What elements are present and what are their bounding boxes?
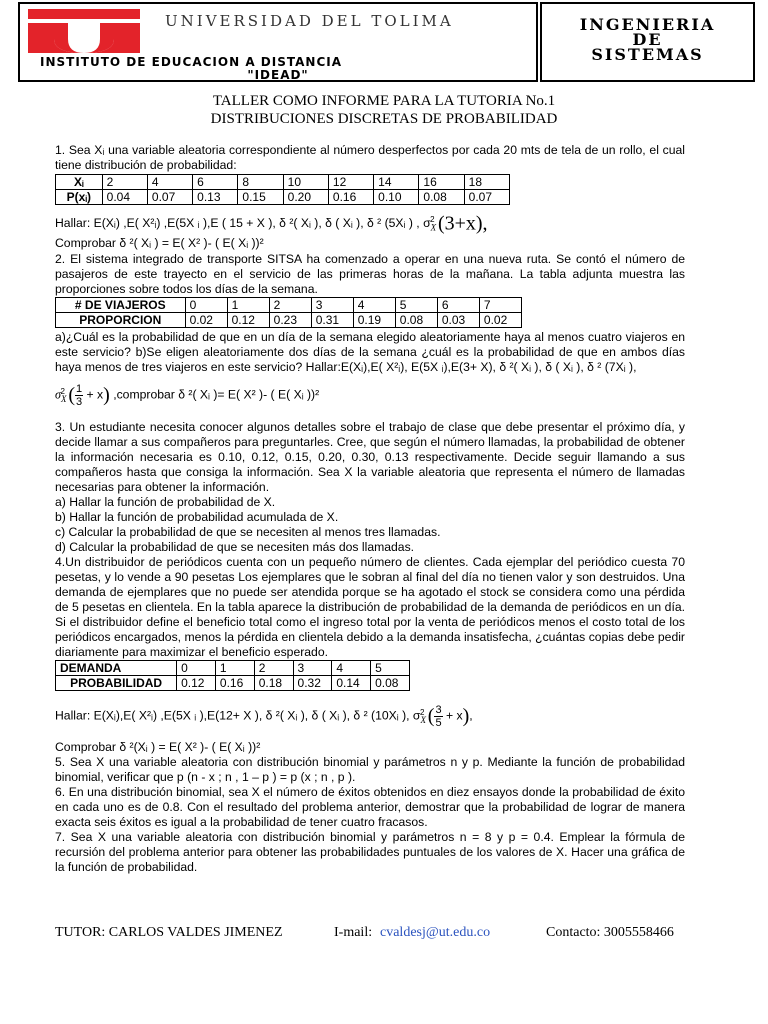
fraction: $\frac{3}{5}$	[435, 704, 442, 729]
table-cell: 0.02	[185, 313, 227, 328]
table-cell: 5	[395, 298, 437, 313]
table-cell: 6	[437, 298, 479, 313]
table-header: PROPORCION	[56, 313, 186, 328]
contact-info: Contacto: 3005558466	[546, 925, 674, 940]
program-line: SISTEMAS	[591, 45, 704, 64]
table-cell: 0.08	[371, 676, 410, 691]
distribution-table-2	[55, 297, 522, 328]
table-cell: 0.16	[215, 676, 254, 691]
table-row	[56, 313, 522, 328]
table-row	[56, 190, 510, 205]
table-row	[56, 175, 510, 190]
table-cell: 0.04	[102, 190, 147, 205]
table-cell: 7	[479, 298, 521, 313]
table-cell: 0.12	[177, 676, 216, 691]
distribution-table-3	[55, 660, 410, 691]
table-row	[56, 298, 522, 313]
table-cell: 4	[353, 298, 395, 313]
problem-7-text: 7. Sea X una variable aleatoria con distribución binomial y parámetros n = 8 y p = 0.4. Emplear la fórmula de recursión del problema anterior para obtener las probabilidades puntuales de los valores de X. Hacer una gráfica de la función de probabilidad.	[55, 830, 685, 874]
email-link[interactable]: cvaldesj@ut.edu.co	[380, 925, 491, 940]
table-cell: 0.08	[395, 313, 437, 328]
table-cell: 0	[177, 661, 216, 676]
table-cell: 14	[374, 175, 419, 190]
table-cell: 3	[293, 661, 332, 676]
table-cell: 3	[311, 298, 353, 313]
institution-header	[18, 2, 538, 82]
comprobar-text: ,comprobar δ ²( Xᵢ )= E( X² )- ( E( Xᵢ ))²	[113, 387, 320, 402]
table-cell: 0.20	[283, 190, 328, 205]
table-cell: 0	[185, 298, 227, 313]
table-row	[56, 676, 410, 691]
problem-2-questions: a)¿Cuál es la probabilidad de que en un día de la semana elegido aleatoriamente haya al menos cuatro viajeros en este servicio? b)Se eligen aleatoriamente dos días de la semana ¿cuál es la probabilidad de que en ambos días haya menos de tres viajeros en este servicio? Hallar:E(Xᵢ),E( X²ᵢ), E(5X ᵢ),E(3+ X), δ ²( Xᵢ ), δ ( Xᵢ ), δ ² (7Xᵢ ),	[55, 330, 685, 374]
table-cell: 1	[215, 661, 254, 676]
problem-1-hallar: Hallar: E(Xᵢ) ,E( X²ᵢ) ,E(5X ᵢ ),E ( 15 + X ), δ ²( Xᵢ ), δ ( Xᵢ ), δ ² (5Xᵢ ) , $\sigma_X^2$ (3+x),	[55, 212, 488, 235]
table-cell: 0.14	[332, 676, 371, 691]
table-cell: 12	[328, 175, 373, 190]
problem-4-text: 4.Un distribuidor de periódicos cuenta con un pequeño número de clientes. Cada ejemplar del periódico cuesta 70 pesetas, y lo vende a 90 pesetas Los ejemplares que le sobran al final del día no tienen valor y son destruidos. Una demanda de ejemplares que no puede ser atendida porque se ha agotado el stock se considera como una pérdida de 5 pesetas en clientela. En la tabla aparece la distribución de probabilidad de la demanda de periódicos en un día. Si el distribuidor define el beneficio total como el ingreso total por la venta de periódicos menos el costo total de los periódicos encargados, menos la pérdida en clientela debido a la demanda insatisfecha, ¿cuántas copias debe pedir diariamente para maximizar el beneficio esperado.	[55, 555, 685, 659]
table-cell: 0.15	[238, 190, 283, 205]
table-cell: 16	[419, 175, 464, 190]
table-cell: 2	[269, 298, 311, 313]
table-cell: 18	[464, 175, 509, 190]
table-cell: 0.31	[311, 313, 353, 328]
tutor-name: TUTOR: CARLOS VALDES JIMENEZ	[55, 925, 283, 940]
table-cell: 0.18	[254, 676, 293, 691]
table-header: Xᵢ	[56, 175, 103, 190]
problem-3-a: a) Hallar la función de probabilidad de X.	[55, 495, 276, 509]
table-cell: 5	[371, 661, 410, 676]
problem-3-b: b) Hallar la función de probabilidad acumulada de X.	[55, 510, 339, 524]
problem-3-c: c) Calcular la probabilidad de que se necesiten al menos tres llamadas.	[55, 525, 441, 539]
table-header: P(xᵢ)	[56, 190, 103, 205]
problem-1-text: 1. Sea Xᵢ una variable aleatoria correspondiente al número desperfectos por cada 20 mts de tela de un rollo, el cual tiene distribución de probabilidad:	[55, 143, 685, 172]
table-cell: 0.19	[353, 313, 395, 328]
institute-name: INSTITUTO DE EDUCACION A DISTANCIA	[40, 55, 342, 69]
table-cell: 0.16	[328, 190, 373, 205]
problem-3-text: 3. Un estudiante necesita conocer algunos detalles sobre el trabajo de clase que debe presentar el próximo día, y decide llamar a sus compañeros para preguntarles. Cree, que según el número llamadas, la probabilidad de obtener la información necesaria es 0.10, 0.12, 0.15, 0.20, 0.30, 0.13 respectivamente. Decide seguir llamando a sus compañeros hasta que consiga la información. Sea X la variable aleatoria que representa el número de llamadas necesarias para obtener la información.	[55, 420, 685, 494]
program-line: DE	[632, 30, 663, 49]
table-header: DEMANDA	[56, 661, 177, 676]
table-header: # DE VIAJEROS	[56, 298, 186, 313]
table-cell: 1	[227, 298, 269, 313]
table-cell: 0.10	[374, 190, 419, 205]
program-line: INGENIERIA	[579, 15, 716, 34]
program-box	[540, 2, 755, 82]
institute-acronym: "IDEAD"	[247, 68, 309, 82]
hallar-text: Hallar: E(Xᵢ),E( X²ᵢ) ,E(5X ᵢ ),E(12+ X ), δ ²( Xᵢ ), δ ( Xᵢ ), δ ² (10Xᵢ ), σ	[55, 708, 421, 723]
table-cell: 0.03	[437, 313, 479, 328]
fraction: $\frac{1}{3}$	[76, 383, 83, 408]
problem-4-hallar: Hallar: E(Xᵢ),E( X²ᵢ) ,E(5X ᵢ ),E(12+ X ), δ ²( Xᵢ ), δ ( Xᵢ ), δ ² (10Xᵢ ), $\sigma_X^2$ ( $\frac{3}{5}$ + x),	[55, 704, 473, 729]
table-cell: 2	[102, 175, 147, 190]
email-label: I-mail:	[334, 925, 373, 940]
problem-1-comprobar: Comprobar δ ²( Xᵢ ) = E( X² )- ( E( Xᵢ ))²	[55, 236, 264, 250]
table-cell: 4	[332, 661, 371, 676]
table-cell: 4	[147, 175, 192, 190]
table-cell: 6	[193, 175, 238, 190]
table-row	[56, 661, 410, 676]
table-cell: 10	[283, 175, 328, 190]
table-cell: 0.08	[419, 190, 464, 205]
table-cell: 0.23	[269, 313, 311, 328]
problem-4-comprobar: Comprobar δ ²(Xᵢ ) = E( X² )- ( E( Xᵢ ))²	[55, 740, 261, 754]
problem-3-d: d) Calcular la probabilidad de que se necesiten más dos llamadas.	[55, 540, 415, 554]
table-cell: 0.32	[293, 676, 332, 691]
university-logo	[28, 9, 140, 53]
university-name: UNIVERSIDAD DEL TOLIMA	[165, 12, 454, 30]
table-cell: 0.07	[147, 190, 192, 205]
page-title: TALLER COMO INFORME PARA LA TUTORIA No.1	[212, 93, 556, 109]
problem-5-text: 5. Sea X una variable aleatoria con distribución binomial y parámetros n y p. Mediante la función de probabilidad binomial, verificar que p (n - x ; n , 1 – p ) = p (x ; n , p ).	[55, 755, 685, 784]
table-header: PROBABILIDAD	[56, 676, 177, 691]
table-cell: 2	[254, 661, 293, 676]
table-cell: 0.13	[193, 190, 238, 205]
problem-6-text: 6. En una distribución binomial, sea X el número de éxitos obtenidos en diez ensayos donde la probabilidad de éxito en cada uno es de 0.8. Con el resultado del problema anterior, demostrar que la probabilidad de lograr de manera exacta seis éxitos es igual a la probabilidad de tener cuatro fracasos.	[55, 785, 685, 829]
table-cell: 0.02	[479, 313, 521, 328]
table-cell: 0.07	[464, 190, 509, 205]
hallar-argument: (3+x),	[437, 212, 488, 235]
distribution-table-1	[55, 174, 510, 205]
table-cell: 8	[238, 175, 283, 190]
table-cell: 0.12	[227, 313, 269, 328]
hallar-text: Hallar: E(Xᵢ) ,E( X²ᵢ) ,E(5X ᵢ ),E ( 15 + X ), δ ²( Xᵢ ), δ ( Xᵢ ), δ ² (5Xᵢ ) , σ	[55, 216, 431, 231]
problem-2-text: 2. El sistema integrado de transporte SITSA ha comenzado a operar en una nueva ruta. Se contó el número de pasajeros de este trayecto en el servicio de las primeras horas de la mañana. La tabla adjunta muestra las proporciones sobre todos los días de la semana.	[55, 252, 685, 296]
problem-2-variance-line: $\sigma_X^2$ ( $\frac{1}{3}$ + x) ,comprobar δ ²( Xᵢ )= E( X² )- ( E( Xᵢ ))²	[55, 383, 320, 408]
page-subtitle: DISTRIBUCIONES DISCRETAS DE PROBABILIDAD	[210, 111, 558, 127]
